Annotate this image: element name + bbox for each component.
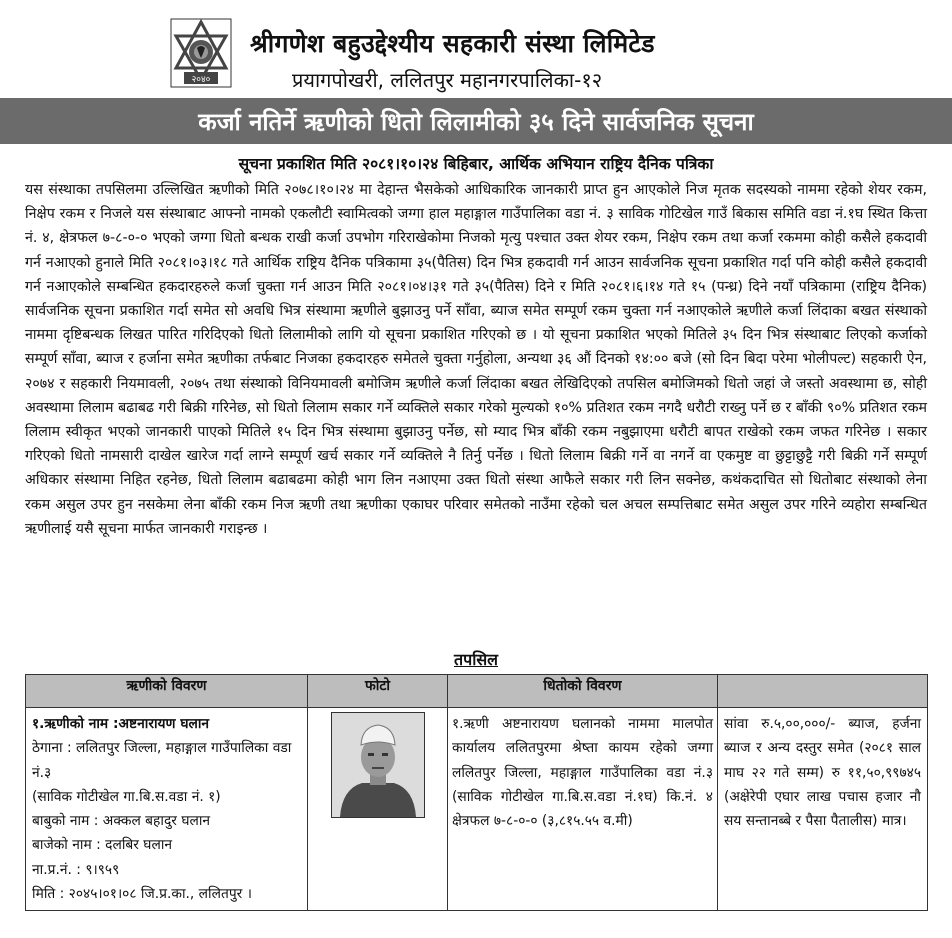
notice-body: यस संस्थाका तपसिलमा उल्लिखित ऋणीको मिति २०७८।१०।२४ मा देहान्त भैसकेको आधिकारिक जानकारी प्राप्त हुन आएकोले निज मृतक सदस्यको नाममा रहेको शेयर रकम, निक्षेप रकम र निजले यस संस्थाबाट आफ्नो नामको एकलौटी स्वामित्वको जग्गा हाल महाङ्गाल गाउँपालिका वडा नं. ३ साविक गोटिखेल गाउँ बिकास समिति वडा नं.१घ स्थित कित्ता नं. ४, क्षेत्रफल ७-८-०-० भएको जग्गा धितो बन्धक राखी कर्जा उपभोग गरिराखेकोमा निजको मृत्यु पश्चात उक्त शेयर रकम, निक्षेप रकम तथा कर्जा रकममा कोही कसैले हकदावी गर्न नआएको हुनाले मिति २०८१।०३।१८ गते आर्थिक राष्ट्रिय दैनिक पत्रिकामा ३५(पैतिस) दिन भित्र हकदावी गर्न आउन सार्वजनिक सूचना प्रकाशित गर्दा पनि कोही कसैले हकदावी गर्न नआएकोले सम्बन्धित हकदारहरुले कर्जा चुक्ता गर्न आउन मिति २०८१।०४।३१ गते ३५(पैतिस) दिने र मिति २०८१।६।१४ गते १५ (पन्ध्र) दिने नयाँ पत्रिकामा (राष्ट्रिय दैनिक) सार्वजनिक सूचना प्रकाशित गर्दा समेत सो अवधि भित्र संस्थामा ऋणीले बुझाउनु पर्ने साँवा, ब्याज समेत सम्पूर्ण रकम चुक्ता गर्न नआएकोले ऋणीले कर्जा लिंदाका बखत संस्थाको नाममा दृष्टिबन्धक लिखत पारित गरिदिएको धितो लिलामीको लागि यो सूचना प्रकाशित गरिएको छ । यो सूचना प्रकाशित भएको मितिले ३५ दिन भित्र संस्थाबाट लिएको कर्जाको सम्पूर्ण साँवा, ब्याज र हर्जाना समेत ऋणीका तर्फबाट निजका हकदारहरु समेतले चुक्ता गर्नुहोला, अन्यथा ३६ औं दिनको १४:०० बजे (सो दिन बिदा परेमा भोलीपल्ट) सहकारी ऐन, २०७४ र सहकारी नियमावली, २०७५ तथा संस्थाको विनियमावली बमोजिम ऋणीले कर्जा लिंदाका बखत लेखिदिएको तपसिल बमोजिमको धितो जहां जे जस्तो अवस्थामा छ, सोही अवस्थामा लिलाम बढाबढ गरी बिक्री गरिनेछ, सो धितो लिलाम सकार गर्ने व्यक्तिले सकार गरेको मुल्यको १०% प्रतिशत रकम नगदै धरौटी राख्नु पर्ने छ र बाँकी ९०% प्रतिशत रकम लिलाम स्वीकृत भएको जानकारी पाएको मितिले १५ दिन भित्र संस्थामा बुझाउनु पर्नेछ, सो म्याद भित्र बाँकी रकम नबुझाएमा धरौटी बापत राखेको रकम जफत गरिनेछ । सकार गरिएको धितो नामसारी दाखेल खारेज गर्दा लाग्ने सम्पूर्ण खर्च सकार गर्ने व्यक्तिले नै तिर्नु पर्नेछ । धितो लिलाम बिक्री गर्ने वा नगर्ने वा एकमुष्ट वा छुट्टाछुट्टै गरी बिक्री गर्ने सम्पूर्ण अधिकार संस्थामा निहित रहनेछ, धितो लिलाम बढाबढमा कोही भाग लिन नआएमा उक्त धितो संस्था आफैले सकार गरी लिन सक्नेछ, कथंकदाचित सो धितोबाट संस्थाको लेना रकम असुल उपर हुन नसकेमा लेना बाँकी रकम निज ऋणी तथा ऋणीका एकाघर परिवार समेतको नाउँमा रहेको चल अचल सम्पत्तिबाट समेत असुल उपर गरिने व्यहोरा सम्बन्धित ऋणीलाई यसै सूचना मार्फत जानकारी गराइन्छ । — [25, 182, 927, 537]
header-collateral-details: धितोको विवरण — [448, 675, 718, 708]
amount-cell: सांवा रु.५,००,०००/- ब्याज, हर्जना ब्याज र अन्य दस्तुर समेत (२०८१ साल माघ २२ गते सम्म) रु ११,५०,९९७४५ (अक्षेरेपी एघार लाख पचास हजार नौ सय सन्तानब्बे र पैसा पैतालीस) मात्र। — [718, 708, 928, 911]
header — [0, 0, 952, 96]
table-row — [26, 708, 928, 911]
logo-year: २०४० — [191, 75, 211, 85]
organization-name: श्रीगणेश बहुउद्देश्यीय सहकारी संस्था लिमिटेड — [250, 29, 655, 58]
borrower-details-cell — [26, 708, 308, 911]
publication-line: सूचना प्रकाशित मिति २०८१।१०।२४ बिहिबार, आर्थिक अभियान राष्ट्रिय दैनिक पत्रिका — [238, 155, 714, 173]
borrower-father: बाबुको नाम : अक्कल बहादुर घलान — [32, 813, 211, 830]
borrower-name: १.ऋणीको नाम :अष्टनारायण घलान — [32, 716, 210, 732]
table-header-row — [26, 675, 928, 708]
header-amount — [718, 675, 928, 708]
borrower-former-address: (साविक गोटीखेल गा.बि.स.वडा नं. १) — [32, 788, 221, 805]
header-borrower-details: ऋणीको विवरण — [26, 675, 308, 708]
borrower-citizenship-no: ना.प्र.नं. : ९।९५९ — [32, 861, 120, 878]
borrower-grandfather: बाजेको नाम : दलबिर घलान — [32, 837, 173, 854]
notice-title: कर्जा नतिर्ने ऋणीको धितो लिलामीको ३५ दिने सार्वजनिक सूचना — [0, 98, 952, 144]
ganesh-emblem-icon — [170, 18, 232, 88]
section-title: तपसिल — [453, 650, 499, 669]
details-table — [25, 674, 928, 911]
collateral-details-cell: १.ऋणी अष्टनारायण घलानको नाममा मालपोत कार्यालय ललितपुरमा श्रेष्ता कायम रहेको जग्गा ललितपुर जिल्ला, महाङ्गाल गाउँपालिका वडा नं.३ (साविक गोटीखेल गा.बि.स.वडा नं.१घ) कि.नं. ४ क्षेत्रफल ७-८-०-० (३,८१५.५५ व.मी) — [448, 708, 718, 911]
header-photo: फोटो — [308, 675, 448, 708]
borrower-photo — [331, 712, 425, 818]
borrower-address: ठेगाना : ललितपुर जिल्ला, महाङ्गाल गाउँपालिका वडा नं.३ — [32, 740, 292, 781]
organization-address: प्रयागपोखरी, ललितपुर महानगरपालिका-१२ — [292, 68, 603, 92]
photo-cell — [308, 708, 448, 911]
borrower-issue-date: मिति : २०४५।०१।०८ जि.प्र.का., ललितपुर । — [32, 886, 252, 903]
